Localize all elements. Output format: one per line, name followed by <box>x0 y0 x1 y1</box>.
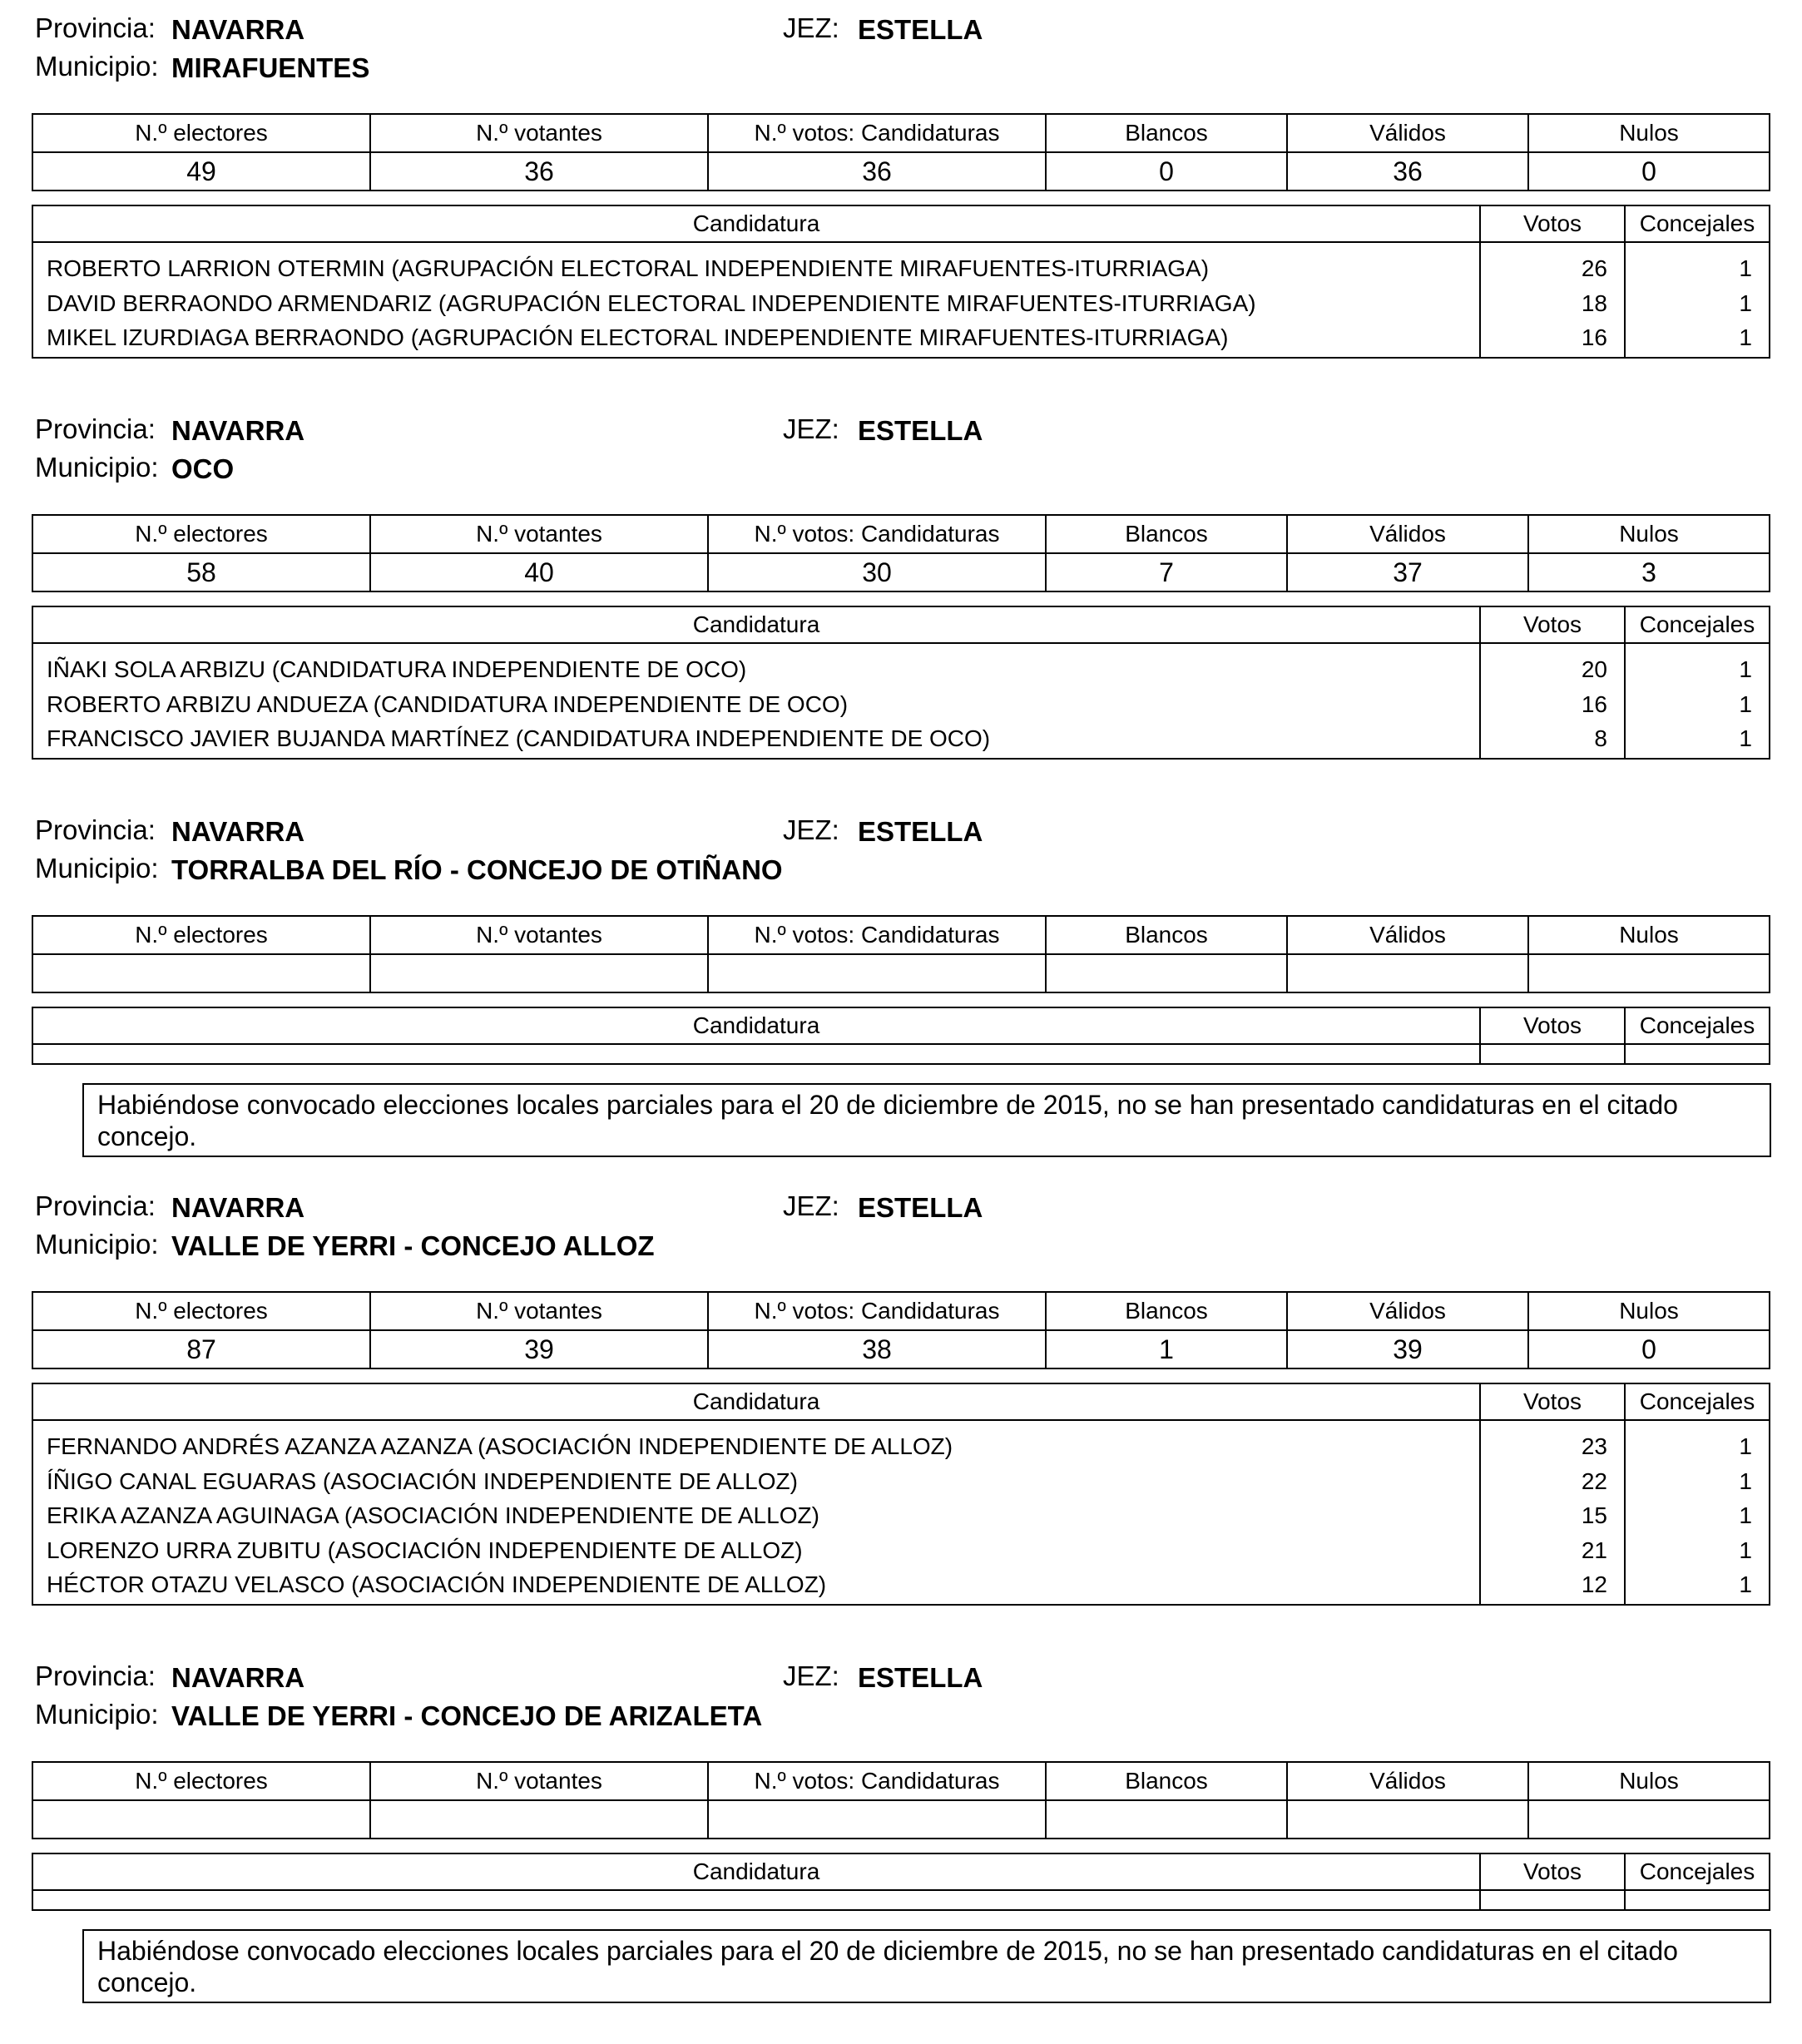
candidate-concejales-cell <box>1625 643 1770 759</box>
stats-header-nulos: Nulos <box>1528 114 1770 152</box>
jez-value: ESTELLA <box>858 1192 983 1223</box>
candidates-table <box>32 1383 1770 1606</box>
concejales-header: Concejales <box>1625 1383 1770 1420</box>
municipio-label: Municipio: <box>35 51 159 82</box>
stats-header-electores: N.º electores <box>32 1292 370 1330</box>
candidate-name: IÑAKI SOLA ARBIZU (CANDIDATURA INDEPENDIENTE DE OCO) <box>47 656 747 682</box>
stats-value-row <box>32 152 1770 191</box>
stats-value-blancos: 0 <box>1046 152 1287 191</box>
votos-header: Votos <box>1480 1007 1625 1044</box>
empty-cell <box>32 1890 1480 1910</box>
stats-header-validos: Válidos <box>1287 114 1528 152</box>
stats-value-votantes: 40 <box>370 553 708 591</box>
candidate-concejales: 1 <box>1739 1467 1752 1494</box>
stats-header-nulos: Nulos <box>1528 1292 1770 1330</box>
stats-value-row <box>32 1800 1770 1839</box>
candidates-empty-row <box>32 1044 1770 1064</box>
candidates-body-row <box>32 1420 1770 1605</box>
candidatura-header: Candidatura <box>32 606 1480 643</box>
stats-header-validos: Válidos <box>1287 1292 1528 1330</box>
stats-header-blancos: Blancos <box>1046 1762 1287 1800</box>
candidate-concejales: 1 <box>1739 324 1752 350</box>
stats-value-votantes <box>370 1800 708 1839</box>
jez-label: JEZ: <box>783 1660 839 1691</box>
stats-value-votos_candidaturas <box>708 1800 1046 1839</box>
candidates-header-row <box>32 1007 1770 1044</box>
provincia-label: Provincia: <box>35 814 156 845</box>
stats-value-validos: 39 <box>1287 1330 1528 1368</box>
votos-header: Votos <box>1480 205 1625 242</box>
stats-header-nulos: Nulos <box>1528 916 1770 954</box>
candidates-header-row <box>32 205 1770 242</box>
stats-header-row <box>32 916 1770 954</box>
stats-value-nulos: 3 <box>1528 553 1770 591</box>
candidate-name: DAVID BERRAONDO ARMENDARIZ (AGRUPACIÓN ELECTORAL INDEPENDIENTE MIRAFUENTES-ITURRIAGA) <box>47 290 1256 316</box>
stats-value-validos <box>1287 1800 1528 1839</box>
stats-header-electores: N.º electores <box>32 916 370 954</box>
candidate-concejales-cell <box>1625 1420 1770 1605</box>
provincia-label: Provincia: <box>35 1660 156 1691</box>
candidate-concejales: 1 <box>1739 1537 1752 1563</box>
empty-cell <box>1625 1890 1770 1910</box>
municipio-value: VALLE DE YERRI - CONCEJO DE ARIZALETA <box>171 1700 763 1731</box>
stats-value-validos <box>1287 954 1528 992</box>
votos-header: Votos <box>1480 1383 1625 1420</box>
stats-header-nulos: Nulos <box>1528 1762 1770 1800</box>
candidatura-header: Candidatura <box>32 1007 1480 1044</box>
stats-header-electores: N.º electores <box>32 114 370 152</box>
stats-header-validos: Válidos <box>1287 916 1528 954</box>
stats-table <box>32 915 1770 993</box>
candidates-header-row <box>32 606 1770 643</box>
candidate-name: LORENZO URRA ZUBITU (ASOCIACIÓN INDEPENDIENTE DE ALLOZ) <box>47 1537 803 1563</box>
stats-table <box>32 1291 1770 1369</box>
stats-header-votos_candidaturas: N.º votos: Candidaturas <box>708 916 1046 954</box>
stats-header-validos: Válidos <box>1287 1762 1528 1800</box>
stats-value-electores <box>32 954 370 992</box>
candidate-votos: 16 <box>1581 690 1607 717</box>
stats-header-nulos: Nulos <box>1528 515 1770 553</box>
provincia-value: NAVARRA <box>171 14 305 45</box>
empty-cell <box>1480 1890 1625 1910</box>
candidate-concejales: 1 <box>1739 1571 1752 1597</box>
stats-header-votos_candidaturas: N.º votos: Candidaturas <box>708 1292 1046 1330</box>
stats-header-blancos: Blancos <box>1046 114 1287 152</box>
candidate-concejales: 1 <box>1739 656 1752 682</box>
candidate-concejales: 1 <box>1739 690 1752 717</box>
jez-label: JEZ: <box>783 1190 839 1221</box>
stats-value-electores: 49 <box>32 152 370 191</box>
stats-header-blancos: Blancos <box>1046 916 1287 954</box>
stats-header-votos_candidaturas: N.º votos: Candidaturas <box>708 114 1046 152</box>
stats-header-votantes: N.º votantes <box>370 1762 708 1800</box>
candidate-concejales: 1 <box>1739 255 1752 281</box>
candidatura-header: Candidatura <box>32 205 1480 242</box>
stats-value-votantes: 39 <box>370 1330 708 1368</box>
stats-value-validos: 37 <box>1287 553 1528 591</box>
candidatura-header: Candidatura <box>32 1853 1480 1890</box>
candidate-votos: 12 <box>1581 1571 1607 1597</box>
jez-value: ESTELLA <box>858 415 983 446</box>
stats-value-electores: 58 <box>32 553 370 591</box>
municipio-value: MIRAFUENTES <box>171 52 370 83</box>
candidate-name: FRANCISCO JAVIER BUJANDA MARTÍNEZ (CANDIDATURA INDEPENDIENTE DE OCO) <box>47 725 991 751</box>
concejales-header: Concejales <box>1625 205 1770 242</box>
stats-header-votos_candidaturas: N.º votos: Candidaturas <box>708 515 1046 553</box>
municipio-value: OCO <box>171 453 235 484</box>
stats-table <box>32 1761 1770 1839</box>
stats-value-nulos <box>1528 1800 1770 1839</box>
candidates-empty-row <box>32 1890 1770 1910</box>
jez-label: JEZ: <box>783 814 839 845</box>
stats-header-row <box>32 114 1770 152</box>
provincia-value: NAVARRA <box>171 1192 305 1223</box>
stats-header-votantes: N.º votantes <box>370 916 708 954</box>
stats-value-blancos <box>1046 1800 1287 1839</box>
candidates-body-row <box>32 643 1770 759</box>
municipio-label: Municipio: <box>35 853 159 883</box>
candidate-name: HÉCTOR OTAZU VELASCO (ASOCIACIÓN INDEPENDIENTE DE ALLOZ) <box>47 1571 827 1597</box>
candidate-votos: 21 <box>1581 1537 1607 1563</box>
jez-value: ESTELLA <box>858 1662 983 1693</box>
candidates-table <box>32 606 1770 760</box>
candidate-name: ÍÑIGO CANAL EGUARAS (ASOCIACIÓN INDEPENDIENTE DE ALLOZ) <box>47 1467 798 1494</box>
municipio-value: TORRALBA DEL RÍO - CONCEJO DE OTIÑANO <box>171 854 783 885</box>
candidate-votos: 23 <box>1581 1433 1607 1459</box>
stats-value-votantes: 36 <box>370 152 708 191</box>
provincia-label: Provincia: <box>35 1190 156 1221</box>
jez-value: ESTELLA <box>858 816 983 847</box>
provincia-label: Provincia: <box>35 12 156 43</box>
municipio-label: Municipio: <box>35 1699 159 1730</box>
stats-header-row <box>32 1292 1770 1330</box>
candidate-votos: 15 <box>1581 1502 1607 1528</box>
stats-header-row <box>32 515 1770 553</box>
stats-value-votantes <box>370 954 708 992</box>
municipio-label: Municipio: <box>35 452 159 483</box>
stats-value-votos_candidaturas <box>708 954 1046 992</box>
stats-header-electores: N.º electores <box>32 1762 370 1800</box>
candidate-votos: 22 <box>1581 1467 1607 1494</box>
stats-value-votos_candidaturas: 36 <box>708 152 1046 191</box>
candidate-votes-cell <box>1480 242 1625 358</box>
stats-header-votantes: N.º votantes <box>370 515 708 553</box>
stats-value-row <box>32 1330 1770 1368</box>
stats-header-votantes: N.º votantes <box>370 114 708 152</box>
municipio-value: VALLE DE YERRI - CONCEJO ALLOZ <box>171 1230 655 1261</box>
stats-value-electores: 87 <box>32 1330 370 1368</box>
notice-box: Habiéndose convocado elecciones locales parciales para el 20 de diciembre de 2015, no se han presentado candidaturas en el citado concejo. <box>82 1083 1771 1157</box>
candidate-name: ROBERTO LARRION OTERMIN (AGRUPACIÓN ELECTORAL INDEPENDIENTE MIRAFUENTES-ITURRIAGA) <box>47 255 1210 281</box>
candidates-header-row <box>32 1853 1770 1890</box>
concejales-header: Concejales <box>1625 1007 1770 1044</box>
stats-table <box>32 514 1770 592</box>
candidate-votes-cell <box>1480 643 1625 759</box>
stats-header-votos_candidaturas: N.º votos: Candidaturas <box>708 1762 1046 1800</box>
candidate-concejales-cell <box>1625 242 1770 358</box>
stats-value-nulos <box>1528 954 1770 992</box>
candidate-names-cell <box>32 242 1480 358</box>
candidates-table <box>32 1853 1770 1911</box>
candidate-concejales: 1 <box>1739 1433 1752 1459</box>
candidates-table <box>32 1007 1770 1065</box>
provincia-value: NAVARRA <box>171 1662 305 1693</box>
votos-header: Votos <box>1480 606 1625 643</box>
candidate-votos: 8 <box>1594 725 1607 751</box>
candidate-votos: 18 <box>1581 290 1607 316</box>
candidate-names-cell <box>32 1420 1480 1605</box>
jez-label: JEZ: <box>783 12 839 43</box>
empty-cell <box>1625 1044 1770 1064</box>
candidates-body-row <box>32 242 1770 358</box>
stats-header-electores: N.º electores <box>32 515 370 553</box>
stats-value-electores <box>32 1800 370 1839</box>
candidate-concejales: 1 <box>1739 290 1752 316</box>
candidatura-header: Candidatura <box>32 1383 1480 1420</box>
stats-value-row <box>32 954 1770 992</box>
concejales-header: Concejales <box>1625 606 1770 643</box>
empty-cell <box>1480 1044 1625 1064</box>
candidates-header-row <box>32 1383 1770 1420</box>
stats-value-votos_candidaturas: 38 <box>708 1330 1046 1368</box>
stats-value-blancos <box>1046 954 1287 992</box>
candidate-concejales: 1 <box>1739 1502 1752 1528</box>
stats-table <box>32 113 1770 191</box>
stats-value-row <box>32 553 1770 591</box>
provincia-value: NAVARRA <box>171 816 305 847</box>
stats-header-blancos: Blancos <box>1046 515 1287 553</box>
candidate-name: FERNANDO ANDRÉS AZANZA AZANZA (ASOCIACIÓN INDEPENDIENTE DE ALLOZ) <box>47 1433 953 1459</box>
stats-value-validos: 36 <box>1287 152 1528 191</box>
stats-value-votos_candidaturas: 30 <box>708 553 1046 591</box>
provincia-value: NAVARRA <box>171 415 305 446</box>
notice-box: Habiéndose convocado elecciones locales parciales para el 20 de diciembre de 2015, no se han presentado candidaturas en el citado concejo. <box>82 1929 1771 2003</box>
empty-cell <box>32 1044 1480 1064</box>
votos-header: Votos <box>1480 1853 1625 1890</box>
candidate-names-cell <box>32 643 1480 759</box>
provincia-label: Provincia: <box>35 413 156 444</box>
concejales-header: Concejales <box>1625 1853 1770 1890</box>
stats-header-votantes: N.º votantes <box>370 1292 708 1330</box>
candidate-name: ERIKA AZANZA AGUINAGA (ASOCIACIÓN INDEPENDIENTE DE ALLOZ) <box>47 1502 819 1528</box>
candidate-votes-cell <box>1480 1420 1625 1605</box>
candidates-table <box>32 205 1770 359</box>
stats-header-row <box>32 1762 1770 1800</box>
stats-value-nulos: 0 <box>1528 152 1770 191</box>
candidate-name: MIKEL IZURDIAGA BERRAONDO (AGRUPACIÓN ELECTORAL INDEPENDIENTE MIRAFUENTES-ITURRIAGA) <box>47 324 1229 350</box>
stats-header-validos: Válidos <box>1287 515 1528 553</box>
stats-header-blancos: Blancos <box>1046 1292 1287 1330</box>
candidate-concejales: 1 <box>1739 725 1752 751</box>
stats-value-blancos: 7 <box>1046 553 1287 591</box>
jez-label: JEZ: <box>783 413 839 444</box>
candidate-votos: 26 <box>1581 255 1607 281</box>
jez-value: ESTELLA <box>858 14 983 45</box>
candidate-votos: 16 <box>1581 324 1607 350</box>
stats-value-blancos: 1 <box>1046 1330 1287 1368</box>
candidate-votos: 20 <box>1581 656 1607 682</box>
stats-value-nulos: 0 <box>1528 1330 1770 1368</box>
candidate-name: ROBERTO ARBIZU ANDUEZA (CANDIDATURA INDEPENDIENTE DE OCO) <box>47 690 849 717</box>
municipio-label: Municipio: <box>35 1229 159 1260</box>
